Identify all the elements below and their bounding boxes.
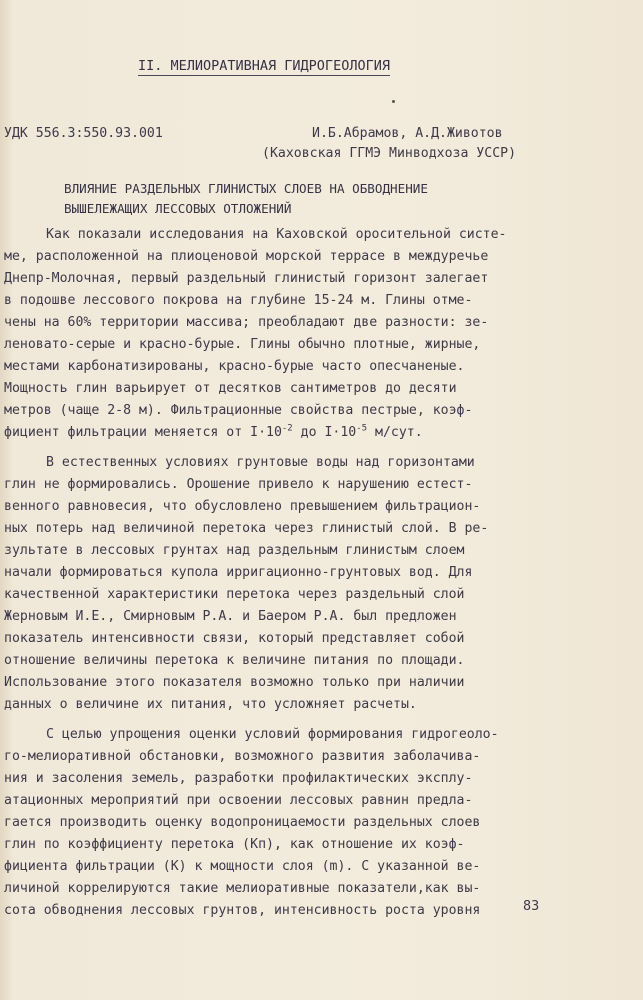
text-line: венного равновесия, что обусловлено превышением фильтрацион- <box>4 499 481 514</box>
text-line: С целью упрощения оценки условий формирования гидрогеоло- <box>46 727 499 742</box>
text-line: Мощность глин варьирует от десятков сантиметров до десяти <box>4 381 457 396</box>
text-line: атационных мероприятий при освоении лессовых равнин предла- <box>4 793 473 808</box>
stray-mark <box>392 100 395 103</box>
authors: И.Б.Абрамов, А.Д.Животов <box>312 126 503 141</box>
title-line: ВЛИЯНИЕ РАЗДЕЛЬНЫХ ГЛИНИСТЫХ СЛОЕВ НА ОБВОДНЕНИЕ <box>64 181 428 196</box>
text-line: го-мелиоративной обстановки, возможного развития заболачива- <box>4 749 481 764</box>
page-number: 83 <box>523 898 540 914</box>
affiliation: (Каховская ГГМЭ Минводхоза УССР) <box>262 146 517 161</box>
text-line: фициент фильтрации меняется от $I\cdot 10^{-2}$ до $I\cdot 10^{-5}$ м/сут. <box>4 423 423 440</box>
text-line: ме, расположенной на плиоценовой морской террасе в междуречье <box>4 249 489 264</box>
paragraph-2 <box>4 452 560 716</box>
text-line: Как показали исследования на Каховской оросительной систе- <box>46 227 507 242</box>
text-line: глин по коэффициенту перетока (Кп), как отношение их коэф- <box>4 837 465 852</box>
article-title <box>64 179 428 219</box>
text-line: чены на 60% территории массива; преобладают две разности: зе- <box>4 315 489 330</box>
text-line: ния и засоления земель, разработки профилактических эксплу- <box>4 771 473 786</box>
text-line: показатель интенсивности связи, который представляет собой <box>4 631 465 646</box>
text-line: ных потерь над величиной перетока через глинистый слой. В ре- <box>4 521 489 536</box>
text-line: сота обводнения лессовых грунтов, интенсивность роста уровня <box>4 903 481 918</box>
paragraph-3 <box>4 724 560 922</box>
title-line: ВЫШЕЛЕЖАЩИХ ЛЕССОВЫХ ОТЛОЖЕНИЙ <box>64 201 292 216</box>
text-line: Использование этого показателя возможно только при наличии <box>4 675 465 690</box>
text-line: зультате в лессовых грунтах над раздельным глинистым слоем <box>4 543 465 558</box>
article-body <box>4 224 560 922</box>
text-line: начали формироваться купола ирригационно-грунтовых вод. Для <box>4 565 473 580</box>
text-line: качественной характеристики перетока через раздельный слой <box>4 587 465 602</box>
paragraph-1 <box>4 224 560 422</box>
text-line: глин не формировались. Орошение привело к нарушению естест- <box>4 477 473 492</box>
text-line: Днепр-Молочная, первый раздельный глинистый горизонт залегает <box>4 271 489 286</box>
text-line: метров (чаще 2-8 м). Фильтрационные свойства пестрые, коэф- <box>4 403 473 418</box>
text-line: гается производить оценку водопроницаемости раздельных слоев <box>4 815 481 830</box>
text-line: в подошве лессового покрова на глубине 15-24 м. Глины отме- <box>4 293 473 308</box>
section-heading: II. МЕЛИОРАТИВНАЯ ГИДРОГЕОЛОГИЯ <box>138 58 390 74</box>
text-line: местами карбонатизированы, красно-бурые часто опесчаненые. <box>4 359 465 374</box>
text-line: отношение величины перетока к величине питания по площади. <box>4 653 465 668</box>
text-line: данных о величине их питания, что усложняет расчеты. <box>4 697 417 712</box>
text-line: личиной коррелируются такие мелиоративные показатели,как вы- <box>4 881 481 896</box>
text-line: леновато-серые и красно-бурые. Глины обычно плотные, жирные, <box>4 337 481 352</box>
text-line: Жерновым И.Е., Смирновым Р.А. и Баером Р.А. был предложен <box>4 609 457 624</box>
udk-code: УДК 556.3:550.93.001 <box>4 126 163 141</box>
text-line: фициента фильтрации (К) к мощности слоя (m). С указанной ве- <box>4 859 481 874</box>
text-line: В естественных условиях грунтовые воды над горизонтами <box>46 455 475 470</box>
